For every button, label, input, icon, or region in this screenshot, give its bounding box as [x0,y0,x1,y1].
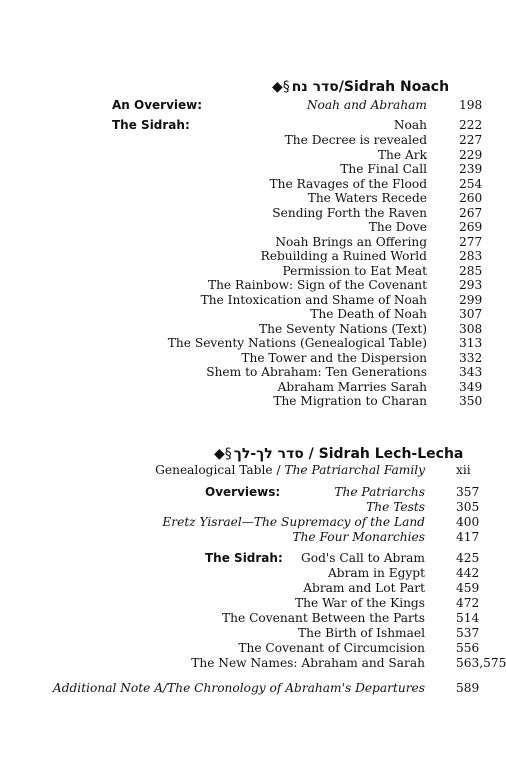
toc-entry-title: The Seventy Nations (Text) [259,322,427,336]
toc-entry[interactable] [0,162,500,177]
toc-entry-title: The Seventy Nations (Genealogical Table) [167,336,427,350]
toc-page-number: 260 [459,191,483,205]
toc-page-number: 267 [459,206,483,220]
toc-entry[interactable] [0,191,500,206]
toc-entry-title: The Patriarchs [334,485,425,499]
toc-entry[interactable] [0,206,500,221]
toc-entry-title: Abraham Marries Sarah [277,380,427,394]
toc-entry[interactable] [0,322,500,337]
toc-page-number: 343 [459,365,483,379]
toc-page-number: 299 [459,293,483,307]
toc-entry[interactable] [0,530,500,545]
toc-entry-title: Noah [393,118,427,132]
toc-entry[interactable] [0,581,500,596]
toc-entry[interactable] [0,264,500,279]
ornament-icon: ◆§ [214,446,232,462]
toc-page-number: 222 [459,118,483,132]
section-heading-lech-lecha [214,446,463,462]
toc-entry-title: The Rainbow: Sign of the Covenant [207,278,427,292]
toc-entry[interactable] [0,293,500,308]
toc-entry[interactable] [0,278,500,293]
toc-entry-title: The Ark [377,148,427,162]
toc-page-number: 269 [459,220,483,234]
toc-entry[interactable] [0,235,500,250]
toc-entry-title: Rebuilding a Ruined World [260,249,427,263]
toc-entry[interactable] [0,566,500,581]
hebrew-title: סדר נח [291,79,339,95]
toc-page-number: 349 [459,380,483,394]
toc-group-label: An Overview: [112,98,203,112]
toc-entry-title: The Ravages of the Flood [269,177,427,191]
toc-page-number: 307 [459,307,483,321]
toc-entry-title: God's Call to Abram [301,551,425,565]
toc-entry-title-italic: The Patriarchal Family [284,463,425,477]
toc-entry[interactable] [0,485,500,500]
english-title: Sidrah Noach [343,79,450,95]
toc-entry-title: The Waters Recede [307,191,427,205]
english-title: Sidrah Lech-Lecha [318,446,464,462]
toc-entry[interactable] [0,394,500,409]
toc-entry-title: The Dove [368,220,427,234]
toc-entry-title: The New Names: Abraham and Sarah [191,656,425,670]
toc-entry[interactable] [0,500,500,515]
toc-entry[interactable] [0,118,500,133]
toc-entry-title: Noah and Abraham [306,98,427,112]
toc-page-number: 227 [459,133,483,147]
toc-entry[interactable] [0,177,500,192]
toc-page-number: xii [456,463,471,477]
toc-page-number: 556 [456,641,480,655]
toc-entry-title: The Death of Noah [310,307,427,321]
toc-entry-title: Sending Forth the Raven [272,206,427,220]
toc-page-number: 305 [456,500,480,514]
toc-entry[interactable] [0,133,500,148]
toc-page-number: 313 [459,336,483,350]
toc-page-number: 283 [459,249,483,263]
toc-page-number: 563,575 [456,656,506,670]
toc-entry-title: The Birth of Ishmael [298,626,425,640]
toc-entry[interactable] [0,249,500,264]
toc-entry[interactable] [0,656,506,671]
toc-entry-title: The Covenant Between the Parts [222,611,425,625]
toc-page-number: 293 [459,278,483,292]
toc-page-number: 514 [456,611,480,625]
toc-entry[interactable] [0,641,500,656]
toc-entry-title: The Tower and the Dispersion [241,351,427,365]
toc-entry[interactable] [0,551,500,566]
toc-entry-title: Eretz Yisrael—The Supremacy of the Land [162,515,425,529]
toc-page-number: 239 [459,162,483,176]
toc-entry[interactable] [0,365,500,380]
toc-entry[interactable] [0,351,500,366]
toc-entry-title: Shem to Abraham: Ten Generations [206,365,427,379]
section-heading-noach [272,79,449,95]
toc-page-number: 537 [456,626,480,640]
toc-page-number: 254 [459,177,483,191]
toc-page-number: 229 [459,148,483,162]
toc-entry-title: The Covenant of Circumcision [238,641,425,655]
toc-page-number: 285 [459,264,483,278]
toc-group-label: The Sidrah: [112,118,190,132]
toc-entry-title: Permission to Eat Meat [282,264,427,278]
toc-entry-title: The Decree is revealed [284,133,427,147]
toc-page-number: 400 [456,515,480,529]
toc-page-number: 332 [459,351,483,365]
toc-entry[interactable] [0,336,500,351]
toc-page-number: 357 [456,485,480,499]
toc-page-number: 308 [459,322,483,336]
toc-page-number: 425 [456,551,480,565]
toc-page-number: 350 [459,394,483,408]
toc-entry[interactable] [0,380,500,395]
toc-entry-title: Abram in Egypt [327,566,425,580]
toc-entry[interactable] [0,148,500,163]
hebrew-title: סדר לך-לך [233,446,304,462]
toc-entry-title: The Four Monarchies [292,530,425,544]
toc-entry-title: Abram and Lot Part [303,581,425,595]
toc-entry-title: The Tests [366,500,425,514]
toc-entry[interactable] [0,98,500,113]
toc-entry[interactable] [0,515,500,530]
toc-entry-title: Noah Brings an Offering [275,235,427,249]
toc-entry-title [155,463,425,478]
toc-page-number: 472 [456,596,480,610]
toc-page-number: 442 [456,566,480,580]
toc-entry-title-plain: Genealogical Table / [155,463,285,477]
toc-entry-title: The Intoxication and Shame of Noah [200,293,427,307]
toc-entry[interactable] [0,307,500,322]
toc-page-number: 198 [459,98,483,112]
toc-entry-title: The Migration to Charan [273,394,427,408]
toc-group-label: Overviews: [205,485,281,499]
toc-page-number: 277 [459,235,483,249]
heading-separator: / [303,446,319,462]
heading-separator: / [338,79,344,95]
ornament-icon: ◆§ [272,79,290,95]
toc-entry-title: The War of the Kings [295,596,425,610]
toc-page-number: 417 [456,530,480,544]
toc-entry[interactable] [0,220,500,235]
toc-entry[interactable] [0,611,500,626]
toc-entry[interactable] [0,626,500,641]
toc-group-label: The Sidrah: [205,551,283,565]
toc-entry-title: Additional Note A/The Chronology of Abraham's Departures [52,681,425,695]
toc-entry[interactable] [0,681,500,696]
toc-page-number: 459 [456,581,480,595]
toc-entry[interactable] [0,596,500,611]
toc-entry-title: The Final Call [340,162,427,176]
toc-entry[interactable] [0,463,500,478]
toc-page-number: 589 [456,681,480,695]
